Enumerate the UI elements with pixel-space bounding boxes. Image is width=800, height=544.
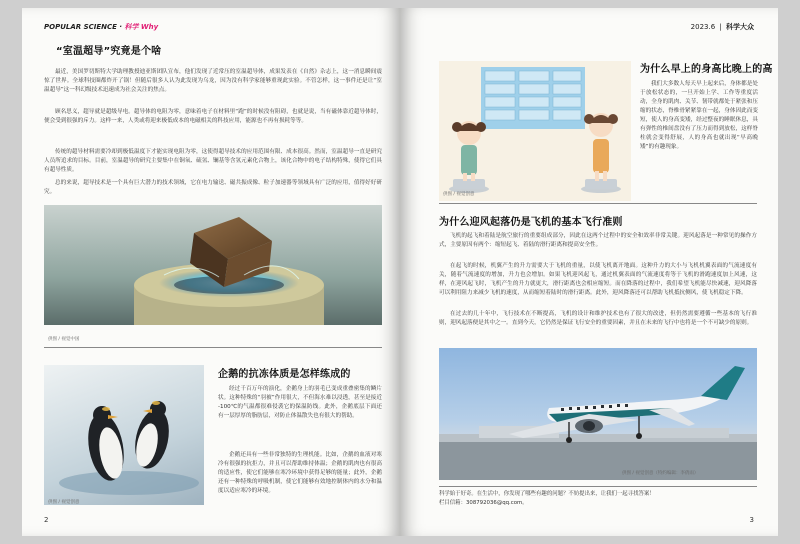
brand-sep: · bbox=[116, 23, 125, 31]
contact-email: 栏目信箱：308792036@qq.com。 bbox=[439, 500, 528, 506]
page-number: 2 bbox=[44, 516, 49, 524]
kids-height-image bbox=[439, 61, 631, 201]
kids-scale-illustration bbox=[439, 61, 631, 201]
airplane-image bbox=[439, 348, 757, 480]
penguin-illustration bbox=[44, 365, 204, 505]
invitation-line: 科学始于好奇。在生活中，你发现了哪些有趣的问题？不妨提出来，让我们一起寻找答案！ bbox=[439, 491, 655, 497]
paragraph: 飞机的起飞和着陆是航空旅行的重要组成部分，因此在这两个过程中的安全和效率非常关键。迎风起落是一种常见的操作方式，主要原因有两个：缩短起飞、着陆的滑行距离和提高安全性。 bbox=[439, 233, 757, 248]
brand-name: POPULAR SCIENCE bbox=[44, 23, 117, 31]
column-name: 科学 Why bbox=[124, 23, 159, 31]
section-divider bbox=[439, 203, 757, 204]
penguins-image bbox=[44, 365, 204, 505]
section-divider bbox=[44, 347, 382, 348]
airplane-illustration bbox=[439, 348, 757, 480]
left-page bbox=[22, 8, 400, 536]
paragraph: 最近，美国罗切斯特大学助理教授迪亚斯团队宣布，他们发现了近常压的室温超导体，成果发表在《自然》杂志上，这一消息瞬间震惊了世界。全球科技圈都炸开了锅！但随后很多人认为此发现为乌龙，因为没有科学家能够重现此实验。不管怎样，这一事件还是让“室温超导”这一科幻级技术迅速成为社会关注的焦点。 bbox=[44, 69, 382, 93]
article-title-height: 为什么早上的身高比晚上的高 bbox=[640, 64, 773, 75]
magazine-name: 科学大众 bbox=[726, 23, 754, 31]
paragraph: 顾名思义，超导就是超级导电。超导体的电阻为零，意味着电子在材料里“跑”的时候没有阻碍，也就是说，当有磁体靠近超导体时，便会受到很强的斥力。这样一来，人类或将迎来极低成本的电磁相关的科技应用，能源也不再有损耗等等。 bbox=[44, 109, 382, 124]
paragraph: 总的来说，超导技术是一个具有巨大潜力的技术领域，它在电力输送、磁共振成像、粒子加速器等领域具有广泛的应用，值得好好研究。 bbox=[44, 180, 382, 195]
header-brand bbox=[44, 22, 158, 32]
image-credit: 供图 / 视觉中国 bbox=[48, 337, 80, 342]
issue-date: 2023.6 bbox=[690, 23, 716, 31]
paragraph: 在过去的几十年中，飞行技术在不断提高，飞机的设计和维护技术也有了很大的改进，但仍然需要遵循一些基本的飞行准则，迎风起落便是其中之一。直到今天，它仍然是保证飞行安全的重要因素，并且在未来的飞行中也将是一个不可缺少的原则。 bbox=[439, 311, 757, 326]
image-credit: 供图 / 视觉创意 bbox=[48, 500, 80, 505]
image-credit: 供图 / 视觉创意 bbox=[443, 192, 475, 197]
paragraph: 在起飞的时候，机翼产生的升力需要大于飞机的重量，以使飞机离开地面。这种升力的大小与飞机机翼表面的气流速度有关，随着气流速度的增加，升力也会增加。如果飞机迎风起飞，通过机翼表面的气流速度将等于飞机的滑跑速度加上风速，这样，在迎风起飞时，飞机产生的升力就更大，滑行距离也会相应缩短。而在降落的过程中，我们希望飞机能尽快减速，迎风降落可以利用阻力来减少飞机的速度，从而缩短着陆时的滑行距离。此外，迎风降落还可以帮助飞机抵抗侧风，使飞机稳定下降。 bbox=[439, 263, 757, 296]
levitating-cube-image bbox=[44, 205, 382, 325]
reader-invitation bbox=[439, 490, 757, 508]
paragraph: 我们大多数人每天早上起来后，身体都是处于放松状态的，一旦开始上学、工作等重度活动，全身的肌肉、关节、韧带就都处于紧张和压缩的状态，脊椎骨紧紧靠在一起，身体因此而变短，使人的身高变矮，经过整夜的睡眠休息，具有弹性的椎间盘没有了压力而得到放松，这样脊柱就会变得舒展，人的身高也就出现“早高晚矮”的有趣现象。 bbox=[640, 81, 758, 150]
paragraph: 企鹅还具有一些非常独特的生理机能。比如，企鹅的血液对寒冷有很强的抗拒力，并且可以帮助维持体温；企鹅的肌肉也有很高的适应性，使它们能够在寒冷环境中获得足够的能量；此外，企鹅还有一种特殊的呼吸机制，使它们能够有效地控制体内的水分和温度以适应寒冷的环境。 bbox=[218, 452, 382, 494]
header-issue: 2023.6 | 科学大众 bbox=[690, 23, 754, 31]
image-credit: 供图 / 视觉创意（特约编辑：李倩雨） bbox=[622, 471, 699, 476]
right-page bbox=[400, 8, 778, 536]
paragraph: 传统的超导材料需要冷却到极低温度下才能实现电阻为零，这使得超导技术的应用范围有限、成本很高。然而，室温超导一直是研究人员所追求的目标。目前，室温超导的研究主要集中在铜氧、硫氢、镧基等含氢元素化合物上，该化合物中的电子结构特殊，使得它们具有超导性质。 bbox=[44, 149, 382, 173]
superconductor-illustration bbox=[44, 205, 382, 325]
article-title-superconductor: “室温超导”究竟是个啥 bbox=[56, 46, 162, 57]
section-divider bbox=[439, 486, 757, 487]
article-title-penguin: 企鹅的抗冻体质是怎样练成的 bbox=[218, 369, 351, 380]
paragraph: 经过千百万年的演化，企鹅身上的羽毛已变成重叠密集的鳞片状。这种特殊的“羽被”作用很大，不但海水难以浸透，甚至是接近 -100℃的气温都很难侵袭它的保温防线。此外，企鹅底层下面还有一层厚厚的脂肪层，对防止体温散失也有很大的帮助。 bbox=[218, 386, 382, 419]
page-number: 3 bbox=[749, 516, 754, 524]
article-title-airplane: 为什么迎风起落仍是飞机的基本飞行准则 bbox=[439, 217, 623, 228]
